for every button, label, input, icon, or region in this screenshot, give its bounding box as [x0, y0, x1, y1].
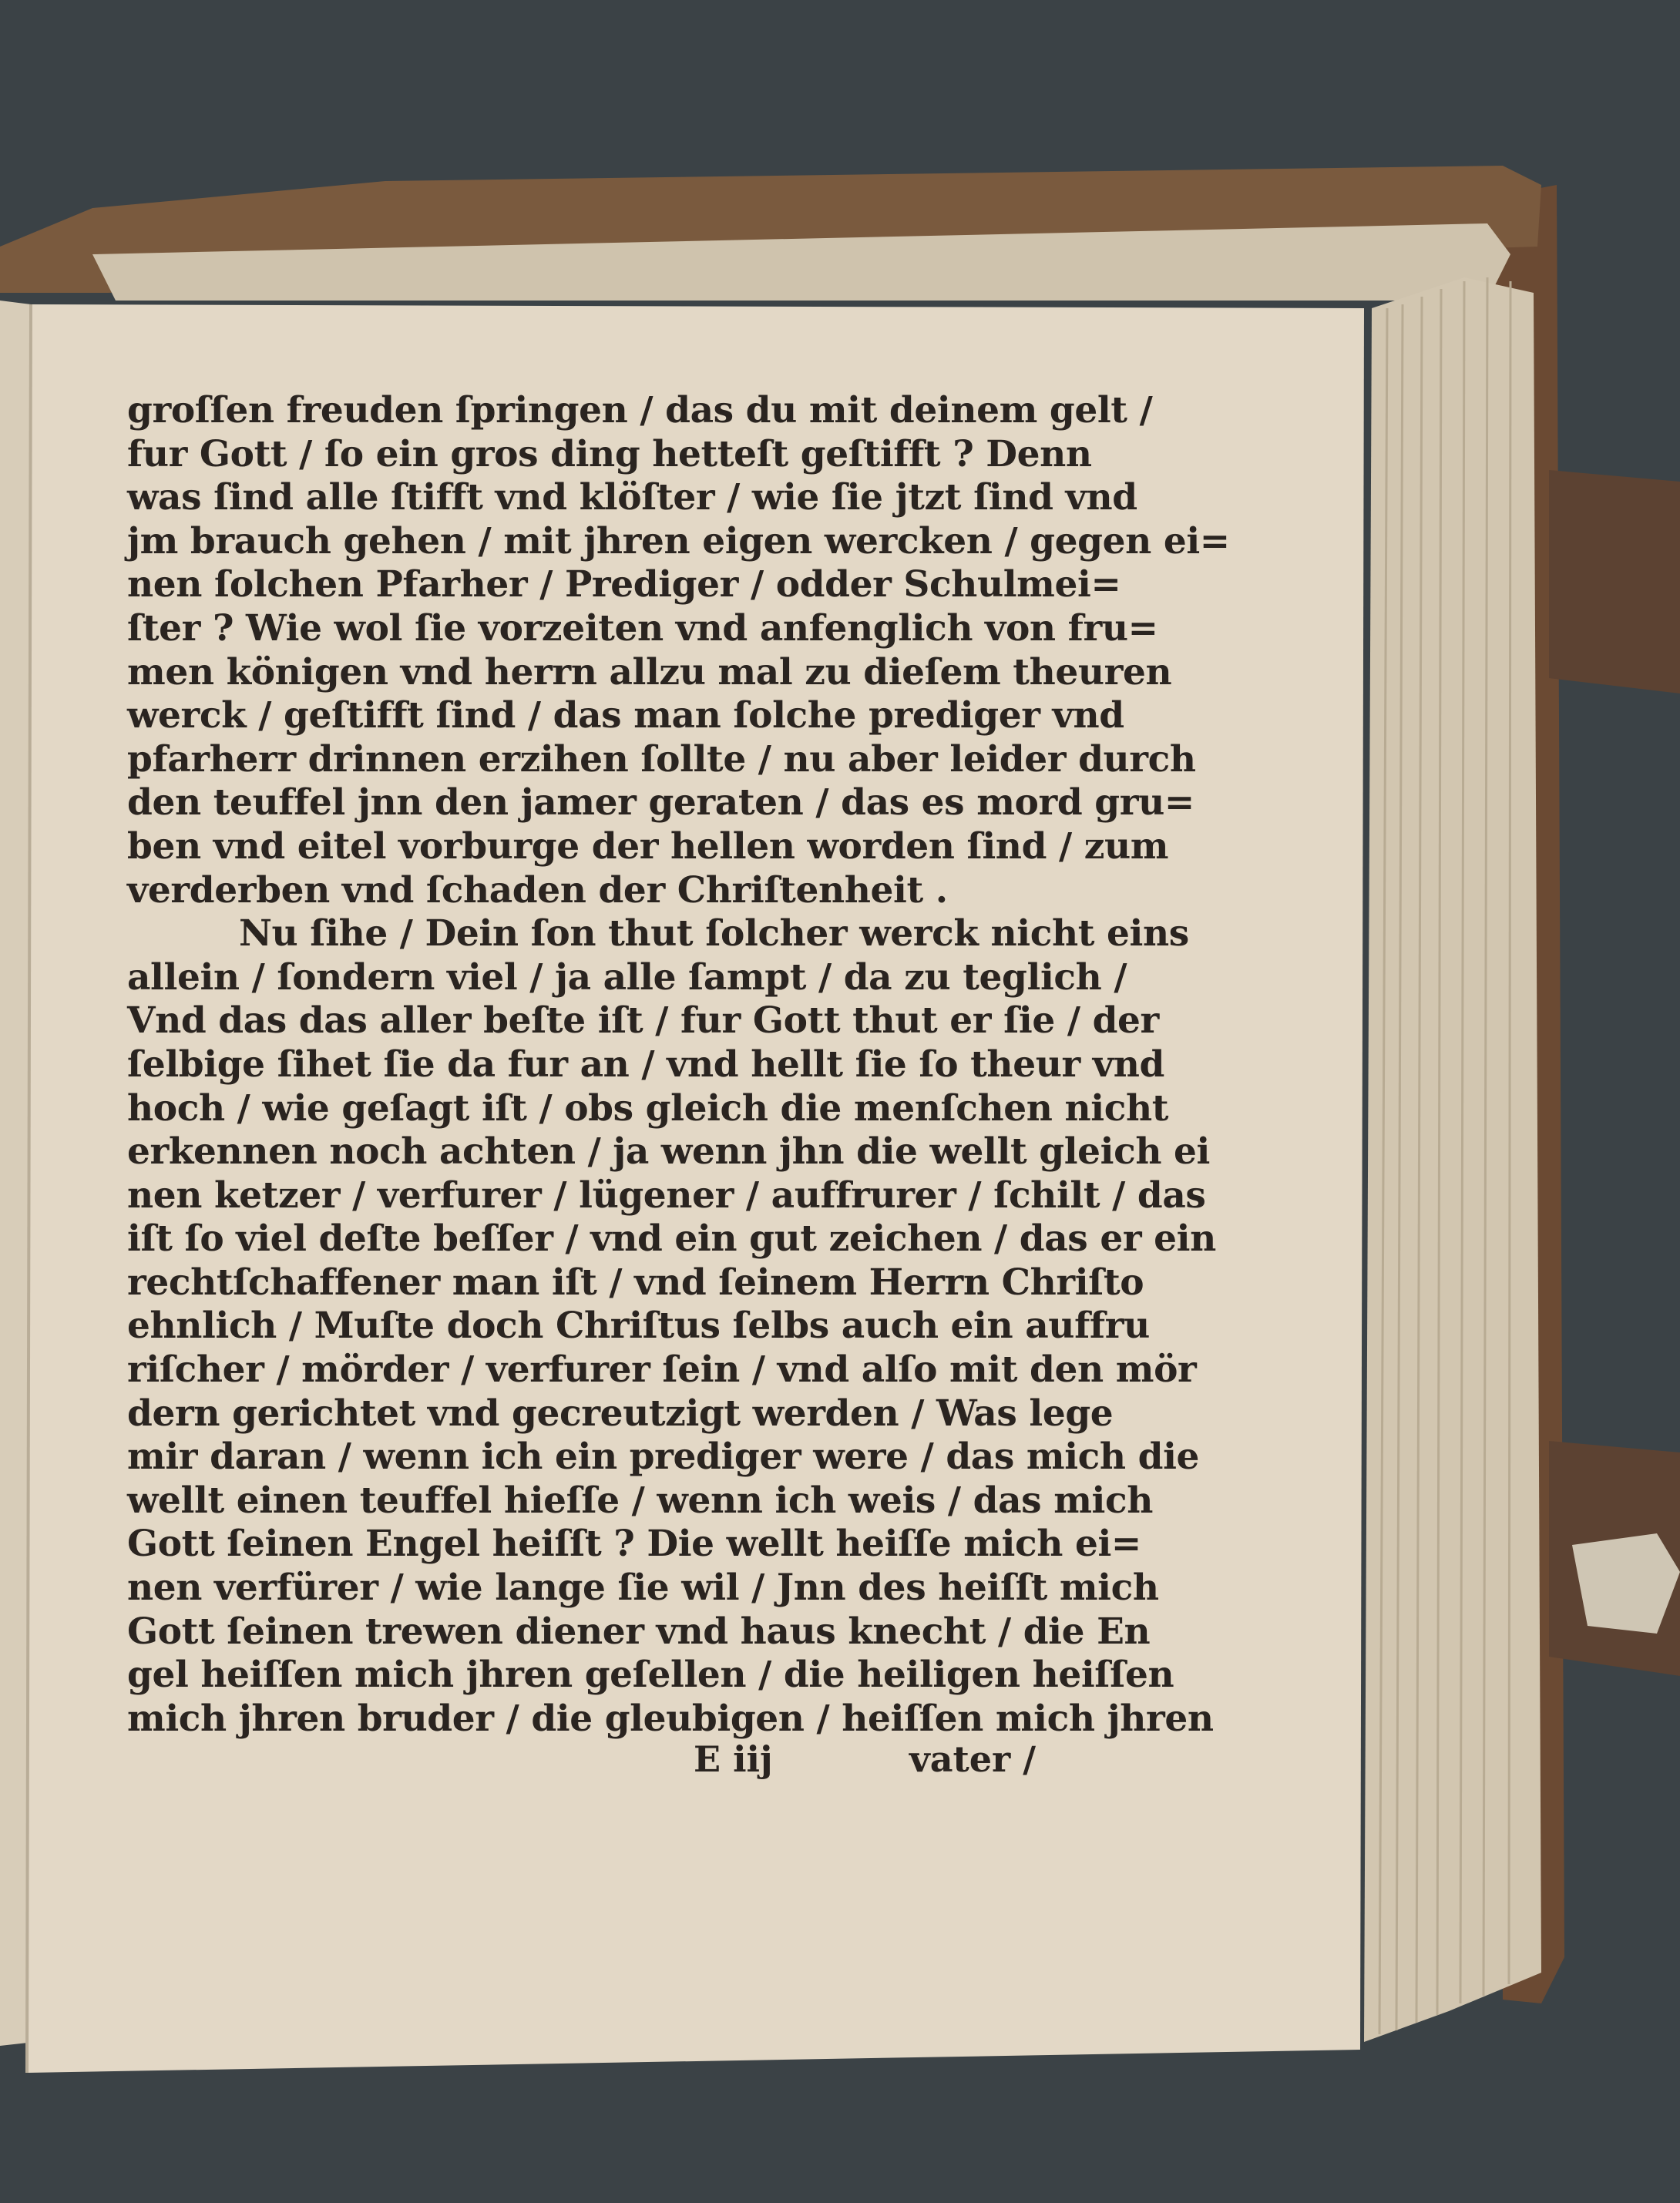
clasp-strap-upper — [1549, 470, 1680, 693]
text-line: mir daran / wenn ich ein prediger were / das mich die — [127, 1436, 1200, 1479]
text-line: mich jhren bruder / die gleubigen / heiſſen mich jhren — [127, 1697, 1214, 1740]
text-line: jm brauch gehen / mit jhren eigen wercken / gegen ei= — [127, 519, 1230, 563]
text-line: verderben vnd ſchaden der Chriſtenheit . — [127, 868, 948, 912]
text-line: was ſind alle ſtifft vnd klöſter / wie ſie jtzt ſind vnd — [127, 476, 1137, 519]
text-line: Gott ſeinen trewen diener vnd haus knecht / die En — [127, 1610, 1151, 1653]
signature-mark: E iij — [694, 1738, 773, 1780]
text-line: riſcher / mörder / verfurer ſein / vnd alſo mit den mör — [127, 1348, 1197, 1392]
text-line: werck / geſtifft ſind / das man ſolche prediger vnd — [127, 694, 1124, 737]
text-line: gel heiſſen mich jhren geſellen / die heiligen heiſſen — [127, 1654, 1174, 1697]
text-line: nen verfürer / wie lange ſie wil / Jnn des heiſſt mich — [127, 1567, 1159, 1610]
text-line: rechtſchaffener man iſt / vnd ſeinem Herrn Chriſto — [127, 1261, 1144, 1304]
text-line: allein / ſondern viel / ja alle ſampt / da zu teglich / — [127, 955, 1127, 999]
text-line: nen ſolchen Pfarher / Prediger / odder Schulmei= — [127, 563, 1121, 606]
text-line: nen ketzer / verfurer / lügener / auffrurer / ſchilt / das — [127, 1174, 1206, 1217]
text-line: ſter ? Wie wol ſie vorzeiten vnd anfenglich von fru= — [127, 606, 1158, 650]
text-line: Vnd das das aller beſte iſt / fur Gott thut er ſie / der — [127, 999, 1159, 1043]
text-line: groſſen freuden ſpringen / das du mit deinem gelt / — [127, 389, 1153, 432]
text-line: wellt einen teuffel hieſſe / wenn ich weis / das mich — [127, 1479, 1153, 1522]
text-line: ehnlich / Muſte doch Chriſtus ſelbs auch ein auffru — [127, 1305, 1150, 1348]
text-line: iſt ſo viel deſte beſſer / vnd ein gut zeichen / das er ein — [127, 1217, 1216, 1261]
text-line: hoch / wie geſagt iſt / obs gleich die menſchen nicht — [127, 1086, 1169, 1130]
text-line: erkennen noch achten / ja wenn jhn die wellt gleich ei — [127, 1130, 1211, 1174]
text-line: den teuffel jnn den jamer geraten / das es mord gru= — [127, 781, 1194, 824]
text-line: fur Gott / ſo ein gros ding hetteſt geſtifft ? Denn — [127, 432, 1092, 475]
page-block-right — [1364, 277, 1541, 2042]
page-text — [127, 389, 1230, 1741]
catchword: vater / — [909, 1738, 1037, 1780]
text-line: Gott ſeinen Engel heiſſt ? Die wellt heiſſe mich ei= — [127, 1523, 1141, 1566]
text-line: men königen vnd herrn allzu mal zu dieſem theuren — [127, 650, 1172, 693]
text-line: Nu ſihe / Dein ſon thut ſolcher werck nicht eins — [239, 912, 1189, 955]
text-line: dern gerichtet vnd gecreutzigt werden / Was lege — [127, 1392, 1114, 1435]
text-line: pfarherr drinnen erzihen ſollte / nu aber leider durch — [127, 737, 1196, 781]
text-line: ſelbige ſihet ſie da fur an / vnd hellt ſie ſo theur vnd — [127, 1043, 1164, 1086]
text-line: ben vnd eitel vorburge der hellen worden ſind / zum — [127, 824, 1169, 868]
